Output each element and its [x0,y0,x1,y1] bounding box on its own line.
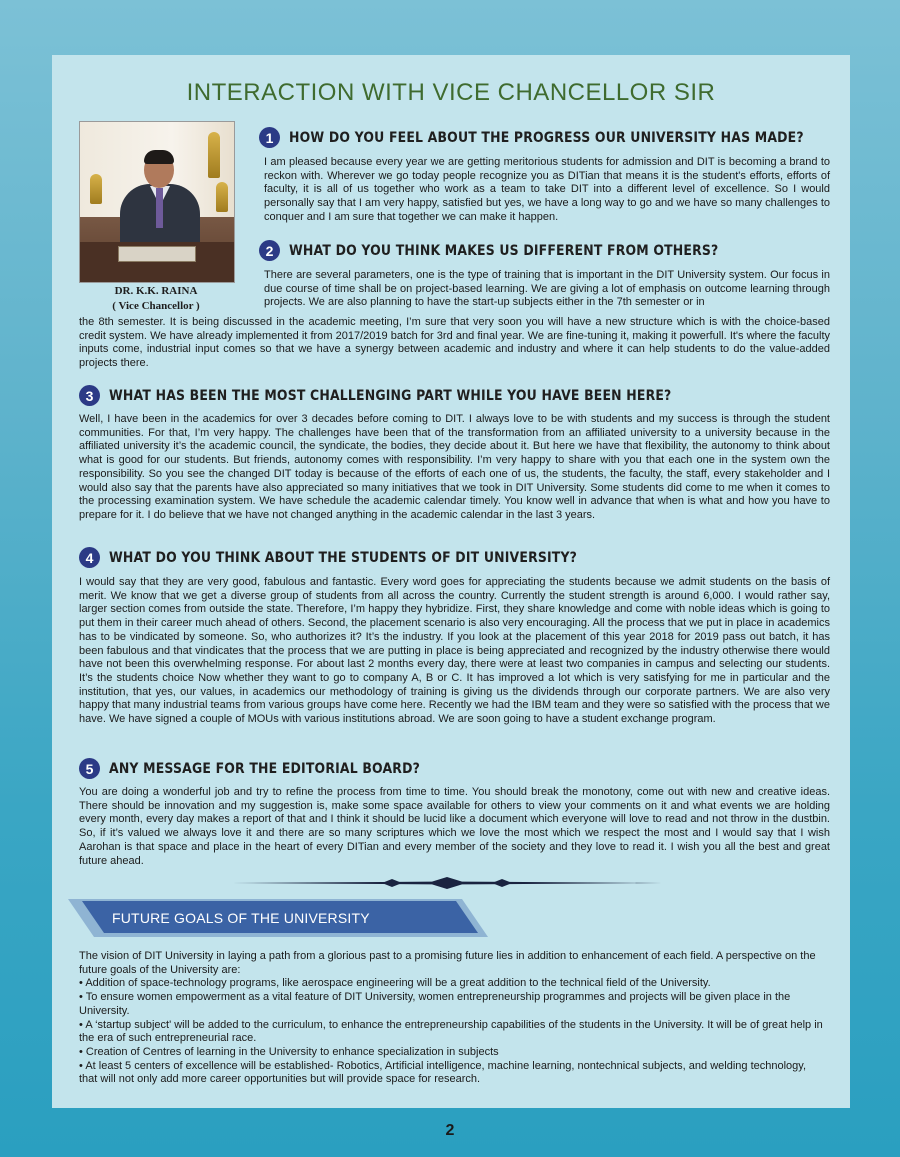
question-title: ANY MESSAGE FOR THE EDITORIAL BOARD? [109,760,420,777]
content-panel [52,55,850,1108]
goal-item: • A ‘startup subject' will be added to the curriculum, to enhance the entrepreneurship capabilities of the students in the University. It will be of great help in the era of such entrepreneurial race. [79,1019,824,1046]
ornamental-divider [232,877,662,889]
question-number-badge: 4 [79,547,100,568]
question-4-heading [79,547,653,568]
person-name: DR. K.K. RAINA [114,285,198,297]
question-title: HOW DO YOU FEEL ABOUT THE PROGRESS OUR UNIVERSITY HAS MADE? [289,129,804,146]
future-goals-heading: FUTURE GOALS OF THE UNIVERSITY [112,910,370,926]
answer-3: Well, I have been in the academics for over 3 decades before coming to DIT. I always love to be with students and my success is through the student communities. For that, I’m very happy. The challenges have been that of the transformation from an affiliated university to a university because in the affiliated university it’s the academic council, the syndicate, the bodies, they decide about it. But here we have that flexibility, the autonomy to think about what is good for our students. But friends, autonomy comes with responsibility. I’m very happy to share with you that each one in the system own the responsibility. So you see the changed DIT today is because of the efforts of each one of us, the students, the faculty, the staff, every stakeholder and I would also say that the parents have also appreciated so many initiatives that we took in DIT University. Some students did come to me when it comes to the processing examination system. We have schedule the academic calendar timely. You know well in advance that when is what and how you have to prepare for it. I do believe that we have not changed anything in the academic calendar in the last 3 years. [79,413,830,521]
question-number-badge: 2 [259,240,280,261]
answer-4: I would say that they are very good, fabulous and fantastic. Every word goes for appreciating the students because we admit students on the basis of merit. We know that we get a diverse group of students from all across the country. Currently the student strength is around 6,000. I would rather say, larger section comes from outside the state. Therefore, I’m happy they hybridize. First, they share knowledge and come with noble ideas which is going to put them in their career much ahead of others. Second, the placement scenario is also very encouraging. All the process that we put in place in academics has to be vindicated by someone. So, who authorizes it? It’s the industry. If you look at the placement of this year 2018 for 2019 pass out batch, it has been fabulous and that vindicates that the process that we are putting in place is being appreciated and recognized by the industry otherwise there would have not been this overwhelming response. For about last 2 months every day, there were at least two companies in campus and selecting our students. It’s the students choice Now whether they want to go to company A, B or C. It has improved a lot which is very satisfying for me in particular and the institution, that yes, our values, in academics our methodology of training is giving us the dividends through our corporate partners. We are also very happy that many industrial teams from various groups have come here. Recently we had the IBM team and they were so satisfied with the process that we have. We have signed a couple of MOUs with various institutions abroad. We are soon going to have a student exchange program. [79,576,830,726]
question-5-heading [79,758,471,779]
question-title: WHAT DO YOU THINK MAKES US DIFFERENT FROM OTHERS? [289,242,719,259]
answer-1: I am pleased because every year we are getting meritorious students for admission and DIT is becoming a brand to reckon with. Wherever we go today people recognize you as DITian that means it is the student's efforts, efforts of faculty, it is all of us together who work as a team to take DIT into a different level of excellence. So I would personally say that I am very happy, satisfied but yes, we have a long way to go and we have so many challenges to conquer and I am sure that together we can make it happen. [264,156,830,223]
future-goals-intro: The vision of DIT University in laying a path from a glorious past to a promising future lies in addition to enhancement of each field. A perspective on the future goals of the University are: [79,950,816,976]
question-title: WHAT DO YOU THINK ABOUT THE STUDENTS OF DIT UNIVERSITY? [109,549,578,566]
future-goals-list [79,977,824,1087]
vice-chancellor-photo [79,121,235,283]
goal-item: • At least 5 centers of excellence will be established- Robotics, Artificial intelligence, machine learning, nontechnical subjects, and welding technology, that will not only add more career opportunities but will provide space for research. [79,1060,824,1087]
future-goals-section [79,950,824,1087]
question-1-heading [259,127,888,148]
question-number-badge: 1 [259,127,280,148]
goal-item: • To ensure women empowerment as a vital feature of DIT University, women entrepreneurship programmes and projects will be given place in the University. [79,991,824,1018]
answer-2-part-1: There are several parameters, one is the type of training that is important in the DIT University system. Our focus in due course of time shall be on project-based learning. We are giving a lot of emphasis on outcome learning through projects. We are also planning to have the start-up subjects either in the 7th semester or in [264,269,830,309]
question-title: WHAT HAS BEEN THE MOST CHALLENGING PART WHILE YOU HAVE BEEN HERE? [109,387,672,404]
question-3-heading [79,385,763,406]
question-2-heading [259,240,788,261]
person-role: ( Vice Chancellor ) [112,300,200,312]
question-number-badge: 3 [79,385,100,406]
question-number-badge: 5 [79,758,100,779]
goal-item: • Creation of Centres of learning in the University to enhance specialization in subjects [79,1046,824,1060]
answer-5: You are doing a wonderful job and try to refine the process from time to time. You should break the monotony, come out with new and creative ideas. There should be innovation and my suggestion is, make some space available for others to view your comments on it and what events we are holding every month, every day makes a report of that and I think it should be lucid like a document which everyone will love to read and not throw in the dustbin. So, if it’s valued we always love it and there are so many scriptures which we love the most which we respect the most and I would say that I wish Aarohan is that space and place in the heart of every DITian and every member of the society and they love to read it. I wish you all the best and great future ahead. [79,786,830,867]
goal-item: • Addition of space-technology programs, like aerospace engineering will be a great addition to the technical field of the University. [79,977,824,991]
page-number: 2 [445,1122,455,1139]
page-title: INTERACTION WITH VICE CHANCELLOR SIR [186,79,716,106]
answer-2-part-2: the 8th semester. It is being discussed in the academic meeting, I’m sure that very soon you will have a new structure which is with the choice-based credit system. We have already implemented it from 2017/2019 batch for 3rd and final year. We are fine-tuning it, making it powerfull. It's where the faculty inputs come, industrial input comes so that we have a synergy between academic and industry and where it can help students to do the value-added projects there. [79,316,830,370]
